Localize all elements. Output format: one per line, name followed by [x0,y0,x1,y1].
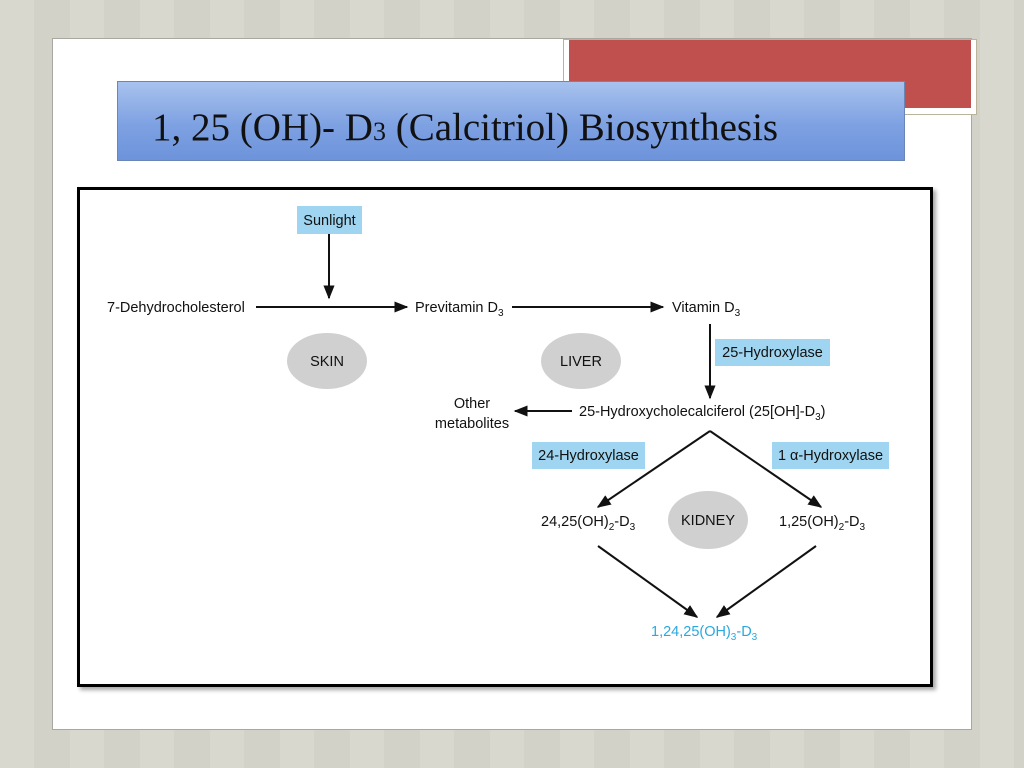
diagram-canvas [80,190,930,684]
other-metabolites-line1: Other [453,396,491,412]
previtamin-sub: 3 [498,308,504,319]
p125-b: -D [844,514,860,530]
p125-sub2: 3 [859,522,866,533]
p12425-sub1: 3 [730,632,737,643]
hydroxycholecalciferol-label [579,404,826,423]
title-prefix: 1, 25 (OH)- D [152,106,373,149]
skin-label: SKIN [310,354,344,370]
previtamin-text: Previtamin D [415,300,498,316]
p12425-sub2: 3 [751,632,758,643]
previtamin-label [415,300,504,319]
liver-label: LIVER [560,354,602,370]
hcc-text-a: 25-Hydroxycholecalciferol (25[OH]-D [579,404,816,420]
hydroxylase-1a-label: 1 α-Hydroxylase [777,448,884,464]
diagram-frame [77,187,933,687]
p2425-a: 24,25(OH) [541,514,609,530]
125-to-12425-arrow [717,546,816,617]
hcc-text-b: ) [820,404,826,420]
hydroxylase-24-label: 24-Hydroxylase [538,448,639,464]
p125-sub1: 2 [838,522,845,533]
title-subscript: 3 [372,117,386,146]
kidney-label: KIDNEY [681,513,735,529]
title-suffix: (Calcitriol) Biosynthesis [385,106,779,149]
p12425-a: 1,24,25(OH) [651,624,731,640]
hcc-sub: 3 [815,412,821,423]
dehydrocholesterol-label: 7-Dehydrocholesterol [107,300,245,316]
slide [52,38,972,730]
vitamin-text: Vitamin D [672,300,735,316]
product-12425-label [651,624,758,643]
p2425-sub1: 2 [608,522,615,533]
vitamin-label [672,300,741,319]
hydroxylase-25-label: 25-Hydroxylase [722,345,823,361]
sunlight-label: Sunlight [303,213,356,229]
title-bar [117,81,905,161]
2425-to-12425-arrow [598,546,697,617]
other-metabolites-line2: metabolites [434,416,510,432]
page-title [152,108,778,147]
vitamin-sub: 3 [734,308,741,319]
p12425-b: -D [736,624,752,640]
p2425-sub2: 3 [629,522,636,533]
p2425-b: -D [614,514,630,530]
product-125-label [779,514,866,533]
product-2425-label [541,514,636,533]
p125-a: 1,25(OH) [779,514,839,530]
